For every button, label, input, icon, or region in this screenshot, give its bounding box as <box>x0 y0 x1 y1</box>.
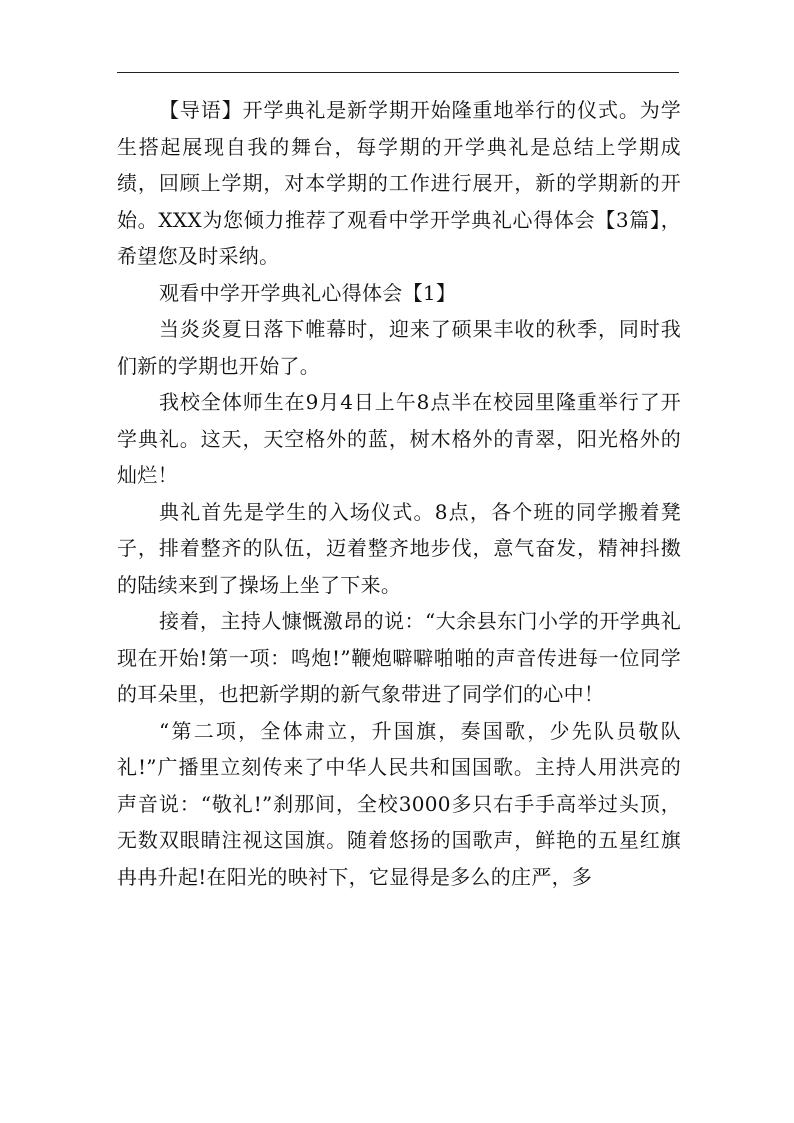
body-paragraph: 接着，主持人慷慨激昂的说：“大余县东门小学的开学典礼现在开始!第一项：鸣炮!”鞭炮噼噼啪啪的声音传进每一位同学的耳朵里，也把新学期的新气象带进了同学们的心中！ <box>117 609 681 706</box>
body-paragraph: “第二项，全体肃立，升国旗，奏国歌，少先队员敬队礼!”广播里立刻传来了中华人民共和国国歌。主持人用洪亮的声音说：“敬礼!”刹那间，全校3000多只右手手高举过头顶，无数双眼睛注视这国旗。随着悠扬的国歌声，鲜艳的五星红旗冉冉升起!在阳光的映衬下，它显得是多么的庄严，多 <box>117 718 681 889</box>
body-paragraph: 我校全体师生在9月4日上午8点半在校园里隆重举行了开学典礼。这天，天空格外的蓝，树木格外的青翠，阳光格外的灿烂！ <box>117 390 681 487</box>
document-body <box>117 92 681 895</box>
header-rule <box>117 72 679 73</box>
body-paragraph: 典礼首先是学生的入场仪式。8点，各个班的同学搬着凳子，排着整齐的队伍，迈着整齐地步伐，意气奋发，精神抖擞的陆续来到了操场上坐了下来。 <box>117 499 681 597</box>
body-paragraph: 当炎炎夏日落下帷幕时，迎来了硕果丰收的秋季，同时我们新的学期也开始了。 <box>117 317 681 378</box>
section-heading: 观看中学开学典礼心得体会【1】 <box>159 280 457 305</box>
intro-paragraph: 【导语】开学典礼是新学期开始隆重地举行的仪式。为学生搭起展现自我的舞台，每学期的开学典礼是总结上学期成绩，回顾上学期，对本学期的工作进行展开，新的学期新的开始。XXX为您倾力推荐了观看中学开学典礼心得体会【3篇】，希望您及时采纳。 <box>117 98 681 268</box>
